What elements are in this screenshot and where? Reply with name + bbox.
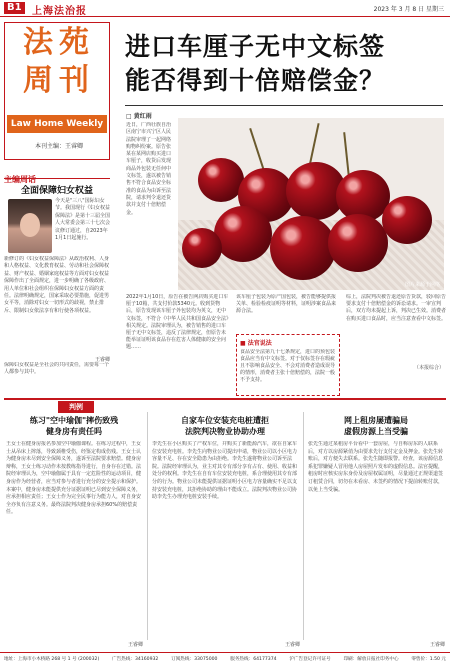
- cherry-stem: [343, 132, 349, 178]
- article-column-3: 综上，法院判决被告退还原告货款，驳回原告要求支付十倍赔偿金的诉讼请求。一审宣判后，双方均未提起上诉，判决已生效。消费者在购买进口食品时，应当注意查看中文标签。: [346, 294, 446, 322]
- article-source: （本报综合）: [413, 365, 444, 371]
- judge-tip-text: 食品安全法第九十七条规定，进口的预包装食品应当有中文标签。对于仅标签存在瑕疵且不影响食品安全、不会对消费者造成误导的情形，消费者主张十倍赔偿的，法院一般不予支持。: [240, 349, 336, 383]
- brand-title-line2: 周刊: [23, 63, 95, 98]
- case-1-text: 王女士在健身房报名参加空中瑜伽课程。在练习过程中，王女士从吊床上摔落，导致颈椎受伤，经鉴定构成伤残。王女士认为健身房未尽到安全保障义务，遂诉至法院要求赔偿。健身房辩称，王女士练习动作未按教练指导进行，自身存在过错。法院经审理认为，空中瑜伽属于具有一定危险性的运动项目，健身房作为经营者，应当对参与者进行充分的安全提示和保护。本案中，健身房未能提供充分证据证明已尽到安全保障义务，应承担相应责任；王女士作为完全民事行为能力人，对自身安全亦负有注意义务。最终法院判决健身房承担60%的赔偿责任。: [6, 441, 142, 516]
- case-1-sign: 王睿卿: [128, 642, 144, 648]
- side-article-title: 全面保障妇女权益: [20, 186, 93, 196]
- case-2-text: 李先生在小区购买了产权车位，并购买了新能源汽车，欲在自家车位安装充电桩。李先生向物业公司提出申请，物业公司以小区电力容量不足、存在安全隐患为由拒绝。李先生遂将物业公司诉至法院。法院经审理认为，业主对其专有部分享有占有、使用、收益和处分的权利。李先生在自有车位安装充电桩，系合理使用其专有部分的行为。物业公司未能提供证据证明小区电力容量确实不足以支持安装充电桩，其拒绝协助的理由不能成立。法院判决物业公司协助李先生办理充电桩安装手续。: [152, 441, 298, 501]
- page-number: B1: [4, 2, 25, 14]
- cherry: [328, 214, 388, 272]
- footer-address: 地址：上海市小木桥路 268 号 1 号 (200032): [4, 657, 100, 662]
- article-lede: 近日，广西壮族自治区南宁市兴宁区人民法院审理了一起网络购物纠纷案。原告张某在某网店购买进口车厘子，收货后发现商品外包装无任何中文标签，遂以被告销售不符合食品安全标准的食品为由诉至法院，请求判令退还货款并支付十倍赔偿金。: [126, 122, 172, 216]
- brand-title-line1: 法苑: [23, 25, 95, 60]
- footer-license: 沪广告登记许可证号: [289, 657, 331, 662]
- photo-caption: 图片来源于网络: [404, 282, 440, 288]
- column-label-text: 主编周话: [4, 175, 36, 184]
- main-headline-line2: 能否得到十倍赔偿金？: [125, 66, 386, 95]
- paper-name: 上海法治报: [32, 6, 87, 17]
- case-1-subtitle: 健身房有责任吗: [46, 427, 102, 436]
- byline: □ 黄红雨: [126, 113, 152, 120]
- column-divider: [303, 412, 304, 640]
- judge-tip-box: [236, 334, 340, 396]
- footer-price: 零售价：1.50 元: [411, 657, 446, 662]
- cherry: [214, 206, 272, 262]
- footer-subscribe: 订阅热线：33075000: [171, 657, 218, 662]
- column-divider: [147, 412, 148, 640]
- page-footer: [0, 652, 450, 668]
- footer-ad-tel: 广告热线：34160932: [112, 657, 159, 662]
- issue-date: 2023 年 3 月 8 日 星期三: [373, 6, 444, 13]
- footer-service: 服务热线：64177374: [230, 657, 277, 662]
- case-2-title: 自家车位安装充电桩遭拒: [181, 416, 269, 425]
- case-3-text: 张先生通过某租房平台看中一套房屋，与自称房东的人联系后，对方以房源紧俏为由要求先行支付定金及押金。张先生转账后，对方便失去联系。张先生随即报警。经查，该房源信息系犯罪嫌疑人冒用他人房屋照片发布的虚假信息。法官提醒，租房时应核实房东身份及房屋权属证明，尽量通过正规渠道签订租赁合同，切勿在未看房、未签约的情况下提前转账付款，以免上当受骗。: [308, 441, 444, 493]
- column-label: [4, 167, 110, 184]
- case-3-sign: 王睿卿: [430, 642, 446, 648]
- case-2-sign: 王睿卿: [285, 642, 301, 648]
- side-article-body: 新修订的《妇女权益保障法》从政治权利、人身和人格权益、文化教育权益、劳动和社会保障权益、财产权益、婚姻家庭权益等方面对妇女权益保障作出了全面规定，进一步明确了各级政府、用人单位和社会组织在保障妇女权益方面的责任。法律明确规定，国家采取必要措施，促进男女平等，消除对妇女一切形式的歧视，禁止排斥、限制妇女依法享有和行使各项权益。: [4, 256, 110, 314]
- masthead: [0, 0, 450, 17]
- case-1-title: 练习"空中瑜伽"摔伤致残: [29, 416, 119, 425]
- footer-printer: 印刷：解放日报社印务中心: [343, 657, 399, 662]
- cherries-photo: [178, 118, 444, 290]
- weekly-brand-box: [4, 22, 110, 160]
- headline-rule: [125, 105, 443, 106]
- cherry: [182, 228, 222, 268]
- article-column-1: 2022年1月10日，原告在被告网店购买进口车厘子10箱，共支付价款5340元。收到货物后，原告发现该车厘子外包装均为英文，无中文标签，不符合《中华人民共和国食品安全法》相关规定。法院审理认为，被告销售的进口车厘子无中文标签，违反了法律规定，但原告未能举证证明该食品存在危害人体健康的安全问题……: [126, 294, 229, 351]
- cherry: [382, 196, 432, 244]
- article-column-2: 该车厘子包装为原产国包装，被告能够提供报关单、检验检疫证明等材料，证明涉案食品来源合法。: [236, 294, 337, 315]
- brand-english-title: Law Home Weekly: [7, 115, 107, 133]
- case-3-title: 网上租房屡遭骗局: [344, 416, 408, 425]
- section-label-cases: 判例: [58, 401, 94, 413]
- judge-tip-title: ■ 法官说法: [240, 340, 272, 347]
- case-2-subtitle: 法院判决物业协助办理: [185, 427, 265, 436]
- side-article-sign: 王睿卿: [94, 357, 110, 363]
- side-article-intro: 今天是"三八"国际妇女节。我国现行《妇女权益保障法》是第十三届全国人大常委会第三十七次会议修订通过，自2023年1月1日起施行。: [55, 198, 111, 242]
- cherry: [270, 216, 336, 280]
- editor-portrait: [8, 199, 52, 253]
- case-3-subtitle: 虚假房源上当受骗: [344, 427, 408, 436]
- main-headline-line1: 进口车厘子无中文标签: [125, 32, 386, 61]
- side-article-extra: 保障妇女权益是全社会的共同责任，需要每一个人都参与其中。: [4, 362, 110, 376]
- brand-editor: 本刊主编：王睿卿: [34, 143, 83, 150]
